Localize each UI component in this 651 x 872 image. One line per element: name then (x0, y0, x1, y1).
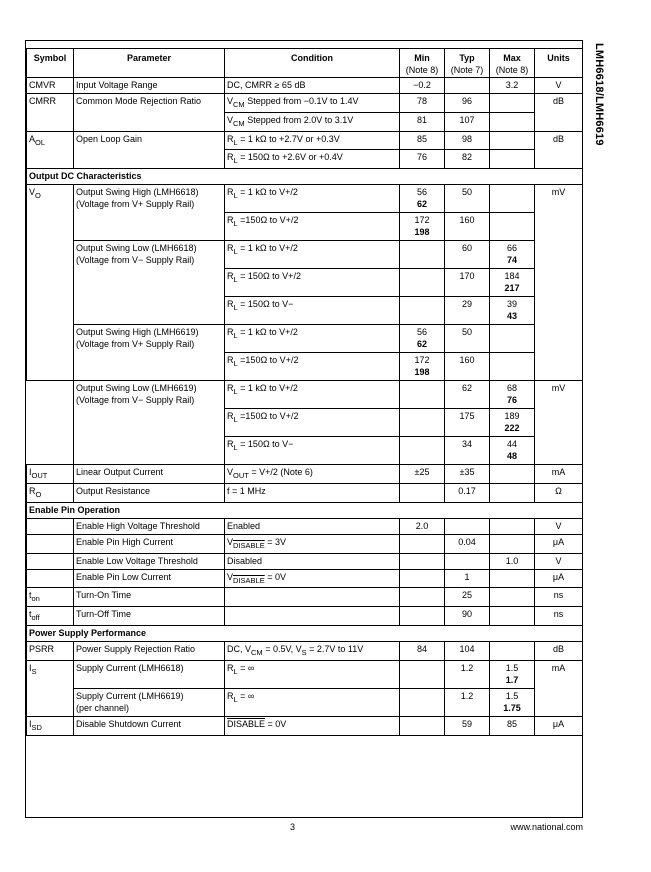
min-cell (400, 588, 445, 607)
parameter-cell: Enable High Voltage Threshold (74, 518, 225, 534)
typ-cell: 0.17 (445, 483, 490, 502)
header-parameter: Parameter (74, 49, 225, 78)
min-cell (400, 297, 445, 325)
condition-cell: $R_L = 1$ kΩ to +2.7V or +0.3V (225, 131, 400, 150)
max-cell (490, 112, 535, 131)
max-cell (490, 150, 535, 169)
parameter-cell: Output Swing High (LMH6619) (Voltage from V+ Supply Rail) (74, 325, 225, 381)
table-row (27, 241, 583, 269)
units-cell: ns (535, 607, 583, 626)
units-cell: V (535, 518, 583, 534)
units-cell: ns (535, 588, 583, 607)
parameter-cell: Turn-On Time (74, 588, 225, 607)
max-cell: 66 74 (490, 241, 535, 269)
symbol-cell: $t_{off}$ (27, 607, 74, 626)
condition-cell: DC, $V_{CM} = 0.5V$, $V_S = 2.7V$ to 11V (225, 641, 400, 660)
typ-cell: 160 (445, 213, 490, 241)
table-row (27, 588, 583, 607)
condition-cell: $V_{DISABLE} = 3V$ (225, 534, 400, 553)
min-cell (400, 716, 445, 735)
table-row (27, 569, 583, 588)
min-cell (400, 553, 445, 569)
max-cell (490, 94, 535, 113)
min-cell (400, 483, 445, 502)
min-cell: −0.2 (400, 78, 445, 94)
typ-cell: ±35 (445, 465, 490, 484)
min-cell: 56 62 (400, 325, 445, 353)
parameter-cell: Common Mode Rejection Ratio (74, 94, 225, 132)
section-title: Output DC Characteristics (27, 169, 583, 185)
symbol-cell: CMVR (27, 78, 74, 94)
typ-cell: 175 (445, 409, 490, 437)
max-cell: 3.2 (490, 78, 535, 94)
max-cell: 44 48 (490, 437, 535, 465)
min-cell (400, 688, 445, 716)
table-row (27, 660, 583, 688)
min-cell (400, 569, 445, 588)
min-cell (400, 381, 445, 409)
max-cell (490, 185, 535, 213)
section-header-row (27, 625, 583, 641)
condition-cell: DISABLE = 0V (225, 716, 400, 735)
min-cell (400, 660, 445, 688)
units-cell: dB (535, 94, 583, 132)
min-cell (400, 437, 445, 465)
max-cell: 85 (490, 716, 535, 735)
symbol-cell (27, 534, 74, 553)
max-cell (490, 325, 535, 353)
min-cell: ±25 (400, 465, 445, 484)
header-units: Units (535, 49, 583, 78)
units-cell: V (535, 78, 583, 94)
parameter-cell: Output Swing Low (LMH6619) (Voltage from V− Supply Rail) (74, 381, 225, 465)
condition-cell: $R_L = 150\Omega$ to +2.6V or +0.4V (225, 150, 400, 169)
side-title: LMH6618/LMH6619 (593, 43, 605, 146)
min-cell: 81 (400, 112, 445, 131)
table-row (27, 381, 583, 409)
symbol-cell: $R_O$ (27, 483, 74, 502)
max-cell (490, 518, 535, 534)
table-row (27, 641, 583, 660)
symbol-cell: $I_{OUT}$ (27, 465, 74, 484)
table-row (27, 607, 583, 626)
max-cell (490, 534, 535, 553)
condition-cell: $V_{CM}$ Stepped from −0.1V to 1.4V (225, 94, 400, 113)
header-typ: Typ (Note 7) (445, 49, 490, 78)
header-condition: Condition (225, 49, 400, 78)
max-cell: 189 222 (490, 409, 535, 437)
typ-cell: 104 (445, 641, 490, 660)
units-cell: mA (535, 660, 583, 716)
units-cell: μA (535, 716, 583, 735)
table-row (27, 131, 583, 150)
min-cell (400, 269, 445, 297)
typ-cell: 59 (445, 716, 490, 735)
typ-cell: 1 (445, 569, 490, 588)
symbol-cell: CMRR (27, 94, 74, 132)
condition-cell: $R_L =150\Omega$ to V+/2 (225, 353, 400, 381)
units-cell: μA (535, 569, 583, 588)
parameter-cell: Disable Shutdown Current (74, 716, 225, 735)
section-title: Power Supply Performance (27, 625, 583, 641)
max-cell (490, 588, 535, 607)
parameter-cell: Input Voltage Range (74, 78, 225, 94)
units-cell: dB (535, 641, 583, 660)
condition-cell (225, 607, 400, 626)
min-cell: 76 (400, 150, 445, 169)
condition-cell: $R_L = 150\Omega$ to V+/2 (225, 269, 400, 297)
max-cell (490, 641, 535, 660)
section-title: Enable Pin Operation (27, 502, 583, 518)
section-header-row (27, 169, 583, 185)
symbol-cell: PSRR (27, 641, 74, 660)
min-cell (400, 607, 445, 626)
table-row (27, 78, 583, 94)
parameter-cell: Enable Low Voltage Threshold (74, 553, 225, 569)
parameter-cell: Enable Pin High Current (74, 534, 225, 553)
min-cell: 172 198 (400, 213, 445, 241)
max-cell: 1.5 1.75 (490, 688, 535, 716)
typ-cell (445, 78, 490, 94)
parameter-cell: Turn-Off Time (74, 607, 225, 626)
typ-cell: 25 (445, 588, 490, 607)
condition-cell: f = 1 MHz (225, 483, 400, 502)
condition-cell: $R_L = 1$ kΩ to V+/2 (225, 381, 400, 409)
condition-cell: DC, CMRR ≥ 65 dB (225, 78, 400, 94)
typ-cell: 34 (445, 437, 490, 465)
condition-cell: Enabled (225, 518, 400, 534)
table-row (27, 688, 583, 716)
max-cell: 1.0 (490, 553, 535, 569)
condition-cell (225, 588, 400, 607)
units-cell: Ω (535, 483, 583, 502)
typ-cell: 98 (445, 131, 490, 150)
typ-cell: 170 (445, 269, 490, 297)
min-cell: 2.0 (400, 518, 445, 534)
section-header-row (27, 502, 583, 518)
typ-cell: 50 (445, 185, 490, 213)
min-cell: 56 62 (400, 185, 445, 213)
table-row (27, 185, 583, 213)
table-row (27, 483, 583, 502)
condition-cell: $V_{DISABLE} = 0V$ (225, 569, 400, 588)
parameter-cell: Output Swing High (LMH6618) (Voltage from V+ Supply Rail) (74, 185, 225, 241)
min-cell (400, 409, 445, 437)
max-cell (490, 569, 535, 588)
min-cell (400, 534, 445, 553)
typ-cell: 1.2 (445, 688, 490, 716)
typ-cell: 90 (445, 607, 490, 626)
units-cell: mA (535, 465, 583, 484)
typ-cell: 62 (445, 381, 490, 409)
table-header-row (27, 49, 583, 78)
typ-cell: 29 (445, 297, 490, 325)
typ-cell (445, 553, 490, 569)
max-cell (490, 483, 535, 502)
condition-cell: $R_L =150\Omega$ to V+/2 (225, 213, 400, 241)
max-cell (490, 213, 535, 241)
min-cell: 172 198 (400, 353, 445, 381)
typ-cell: 82 (445, 150, 490, 169)
symbol-cell: $A_{OL}$ (27, 131, 74, 169)
condition-cell: $R_L$ = ∞ (225, 688, 400, 716)
max-cell (490, 131, 535, 150)
parameter-cell: Open Loop Gain (74, 131, 225, 169)
typ-cell: 0.04 (445, 534, 490, 553)
max-cell: 68 76 (490, 381, 535, 409)
typ-cell: 1.2 (445, 660, 490, 688)
condition-cell: $R_L = 1$ kΩ to V+/2 (225, 241, 400, 269)
table-row (27, 325, 583, 353)
min-cell: 84 (400, 641, 445, 660)
header-max: Max (Note 8) (490, 49, 535, 78)
parameter-cell: Supply Current (LMH6618) (74, 660, 225, 688)
condition-cell: $R_L = 1$ kΩ to V+/2 (225, 185, 400, 213)
table-row (27, 534, 583, 553)
max-cell (490, 465, 535, 484)
parameter-cell: Supply Current (LMH6619) (per channel) (74, 688, 225, 716)
parameter-cell: Linear Output Current (74, 465, 225, 484)
symbol-cell: $t_{on}$ (27, 588, 74, 607)
header-symbol: Symbol (27, 49, 74, 78)
typ-cell: 160 (445, 353, 490, 381)
symbol-cell (27, 569, 74, 588)
table-row (27, 518, 583, 534)
min-cell: 85 (400, 131, 445, 150)
units-cell: mV (535, 185, 583, 381)
condition-cell: $R_L = 150\Omega$ to V− (225, 437, 400, 465)
max-cell: 184 217 (490, 269, 535, 297)
footer-url[interactable]: www.national.com (510, 822, 583, 832)
max-cell (490, 607, 535, 626)
spec-table (26, 48, 583, 736)
parameter-cell: Output Swing Low (LMH6618) (Voltage from V− Supply Rail) (74, 241, 225, 325)
condition-cell: Disabled (225, 553, 400, 569)
units-cell: dB (535, 131, 583, 169)
symbol-cell: $I_{SD}$ (27, 716, 74, 735)
typ-cell: 50 (445, 325, 490, 353)
symbol-cell: $V_O$ (27, 185, 74, 381)
units-cell: mV (535, 381, 583, 465)
units-cell: μA (535, 534, 583, 553)
symbol-cell-continued (27, 381, 74, 465)
min-cell (400, 241, 445, 269)
max-cell (490, 353, 535, 381)
condition-cell: $R_L = 1$ kΩ to V+/2 (225, 325, 400, 353)
parameter-cell: Output Resistance (74, 483, 225, 502)
page-number: 3 (290, 822, 296, 832)
typ-cell: 96 (445, 94, 490, 113)
condition-cell: $V_{OUT} = V+/2$ (Note 6) (225, 465, 400, 484)
header-min: Min (Note 8) (400, 49, 445, 78)
typ-cell: 107 (445, 112, 490, 131)
max-cell: 1.5 1.7 (490, 660, 535, 688)
parameter-cell: Power Supply Rejection Ratio (74, 641, 225, 660)
condition-cell: $R_L = 150\Omega$ to V− (225, 297, 400, 325)
condition-cell: $V_{CM}$ Stepped from 2.0V to 3.1V (225, 112, 400, 131)
symbol-cell: $I_S$ (27, 660, 74, 716)
parameter-cell: Enable Pin Low Current (74, 569, 225, 588)
table-row (27, 553, 583, 569)
table-row (27, 94, 583, 113)
table-row (27, 716, 583, 735)
units-cell: V (535, 553, 583, 569)
max-cell: 39 43 (490, 297, 535, 325)
typ-cell: 60 (445, 241, 490, 269)
condition-cell: $R_L =150\Omega$ to V+/2 (225, 409, 400, 437)
min-cell: 78 (400, 94, 445, 113)
symbol-cell (27, 518, 74, 534)
symbol-cell (27, 553, 74, 569)
table-row (27, 465, 583, 484)
typ-cell (445, 518, 490, 534)
condition-cell: $R_L$ = ∞ (225, 660, 400, 688)
